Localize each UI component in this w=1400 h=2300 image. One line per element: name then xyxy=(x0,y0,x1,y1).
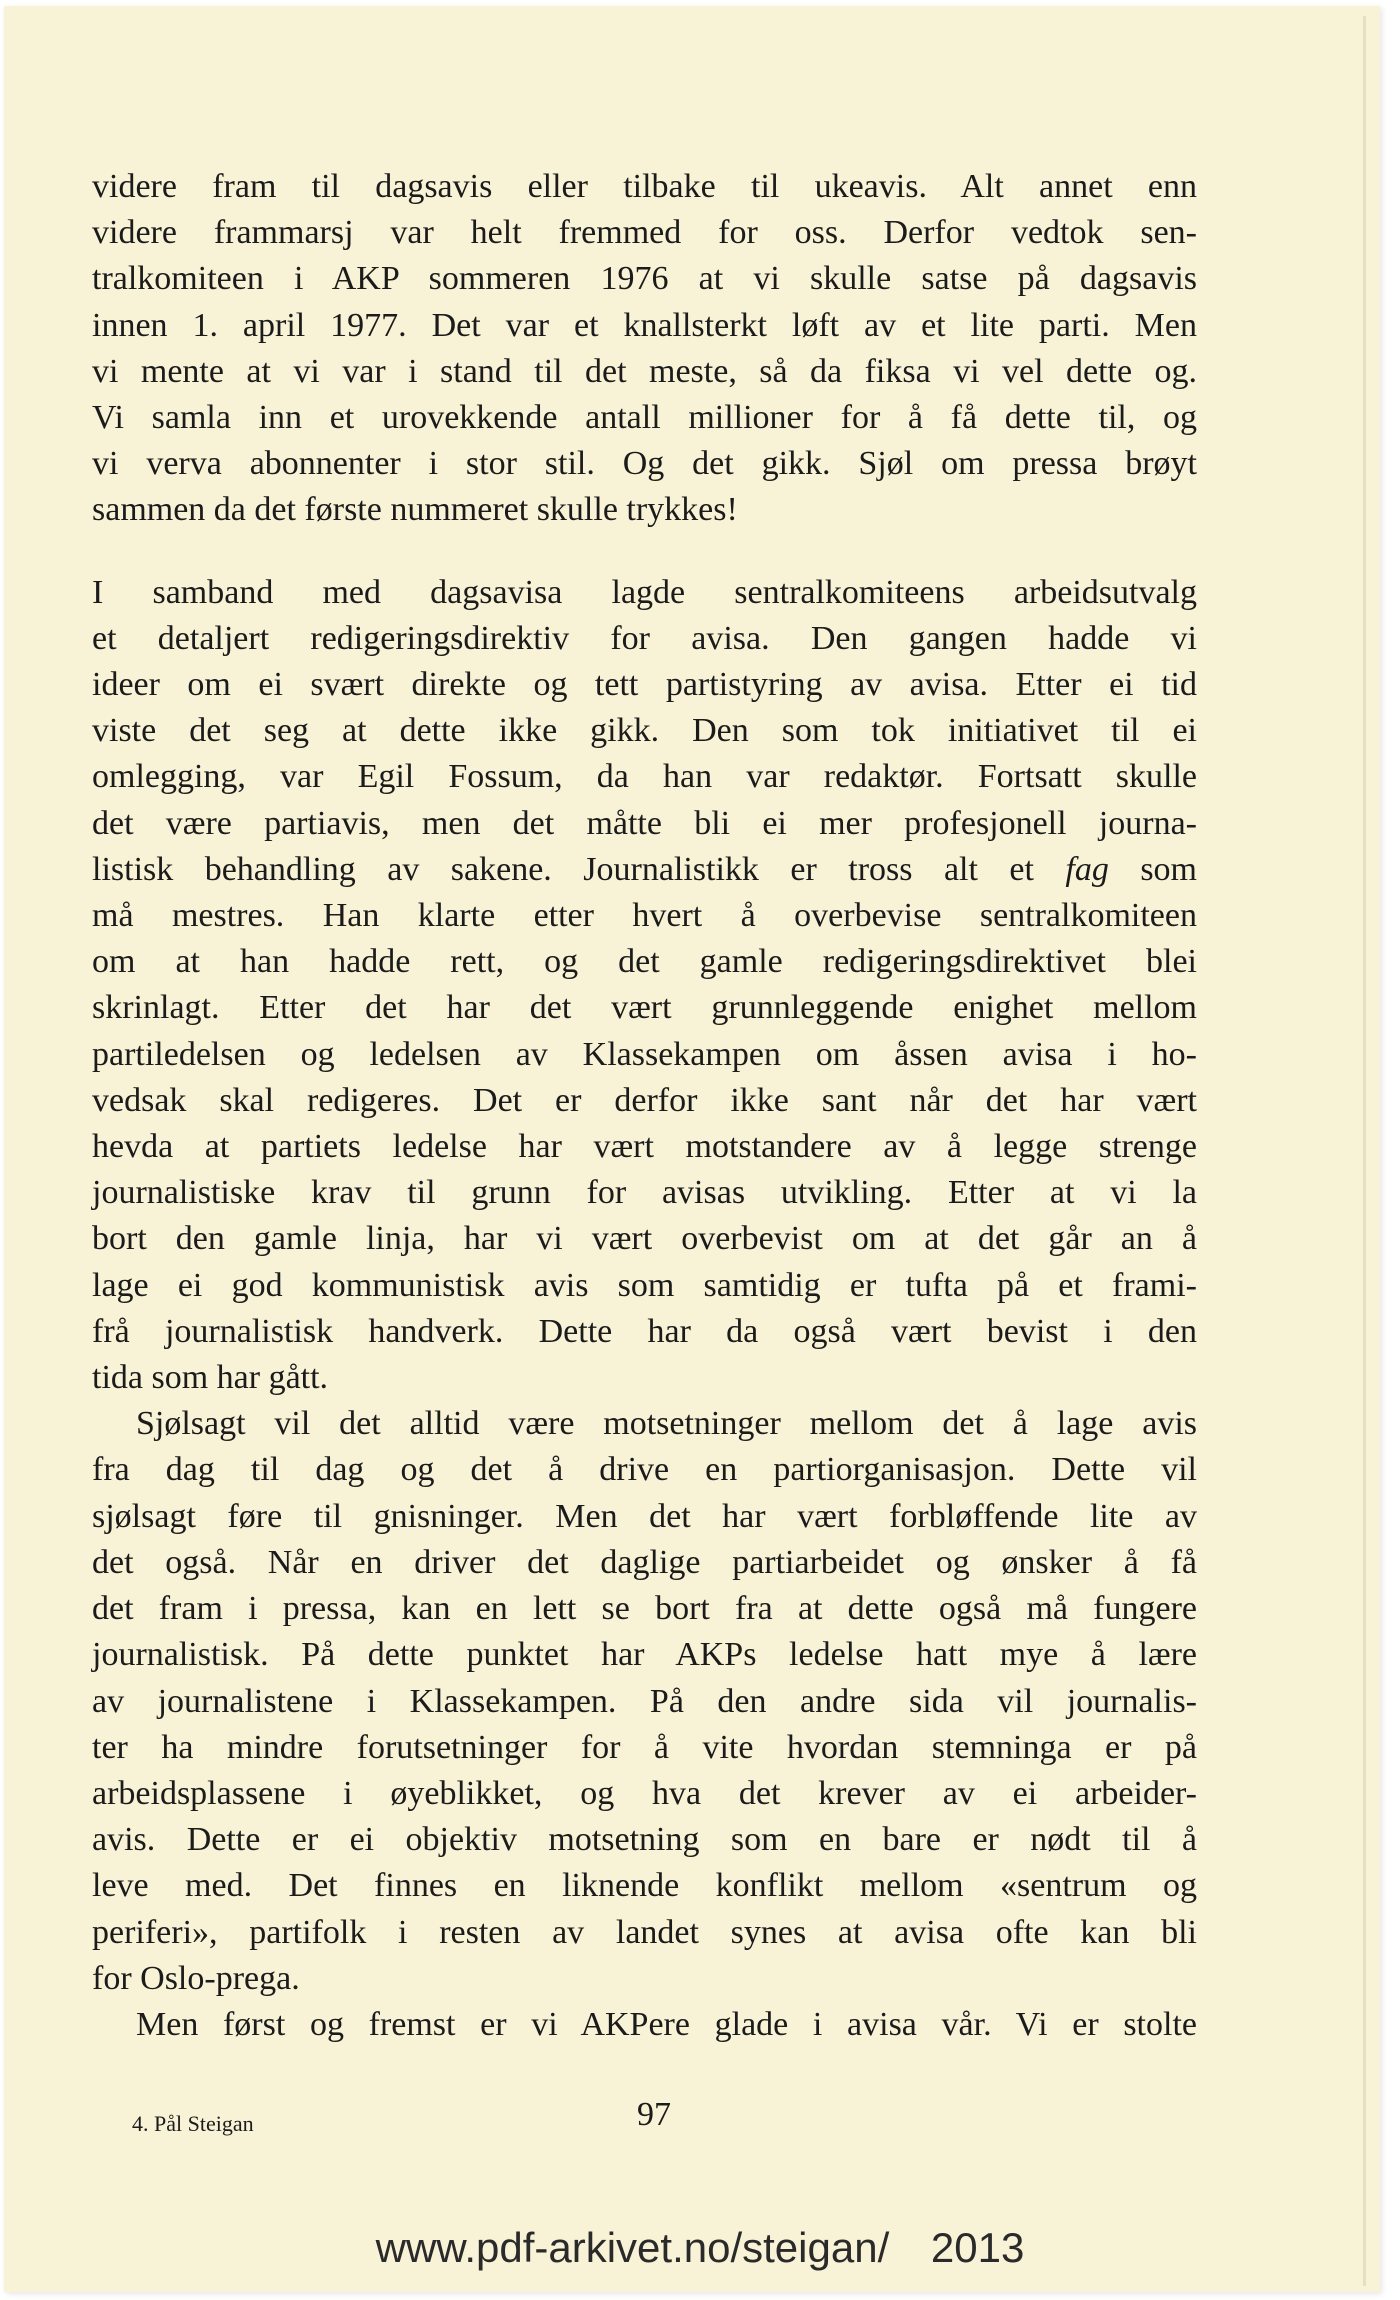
text-line: sammen da det første nummeret skulle trykkes! xyxy=(92,491,738,529)
watermark-year: 2013 xyxy=(930,2224,1025,2271)
paragraph-gap xyxy=(92,534,1197,570)
emphasis-word: fag xyxy=(1065,850,1109,888)
text-line: vi verva abonnenter i stor stil. Og det gikk. Sjøl om pressa brøyt xyxy=(92,445,1197,483)
text-line: bort den gamle linja, har vi vært overbevist om at det går an å xyxy=(92,1220,1197,1258)
text-line: ideer om ei svært direkte og tett partistyring av avisa. Etter ei tid xyxy=(92,666,1197,704)
watermark-url[interactable]: www.pdf-arkivet.no/steigan/ xyxy=(375,2224,890,2271)
text-line: journalistisk. På dette punktet har AKPs ledelse hatt mye å lære xyxy=(92,1636,1197,1674)
text-line: skrinlagt. Etter det har det vært grunnleggende enighet mellom xyxy=(92,989,1197,1027)
text-line: sjølsagt føre til gnisninger. Men det har vært forbløffende lite av xyxy=(92,1497,1197,1535)
text-line: leve med. Det finnes en liknende konflikt mellom «sentrum og xyxy=(92,1867,1197,1905)
watermark[interactable] xyxy=(0,2224,1400,2272)
text-line: Vi samla inn et urovekkende antall millioner for å få dette til, og xyxy=(92,399,1197,437)
text-line: vedsak skal redigeres. Det er derfor ikke sant når det har vært xyxy=(92,1081,1197,1119)
text-line: lage ei god kommunistisk avis som samtidig er tufta på et frami- xyxy=(92,1266,1197,1304)
page-number: 97 xyxy=(637,2096,671,2133)
page-edge-shadow xyxy=(1363,16,1366,2286)
text-line: vi mente at vi var i stand til det meste, så da fiksa vi vel dette og. xyxy=(92,352,1197,390)
text-line: det være partiavis, men det måtte bli ei mer profesjonell journa- xyxy=(92,804,1197,842)
text-line: partiledelsen og ledelsen av Klassekampen om åssen avisa i ho- xyxy=(92,1035,1197,1073)
text-line: videre frammarsj var helt fremmed for oss. Derfor vedtok sen- xyxy=(92,214,1197,252)
text-line: listisk behandling av sakene. Journalistikk er tross alt et fag som xyxy=(92,850,1197,888)
text-line: arbeidsplassene i øyeblikket, og hva det krever av ei arbeider- xyxy=(92,1774,1197,1812)
text-line: avis. Dette er ei objektiv motsetning som en bare er nødt til å xyxy=(92,1821,1197,1859)
text-line: Men først og fremst er vi AKPere glade i avisa vår. Vi er stolte xyxy=(136,2005,1197,2043)
text-line: hevda at partiets ledelse har vært motstandere av å legge strenge xyxy=(92,1128,1197,1166)
text-line: frå journalistisk handverk. Dette har da også vært bevist i den xyxy=(92,1312,1197,1350)
body-text xyxy=(92,164,1197,2048)
text-line: journalistiske krav til grunn for avisas utvikling. Etter at vi la xyxy=(92,1174,1197,1212)
text-line: av journalistene i Klassekampen. På den andre sida vil journalis- xyxy=(92,1682,1197,1720)
text-line: tralkomiteen i AKP sommeren 1976 at vi skulle satse på dagsavis xyxy=(92,260,1197,298)
text-line: viste det seg at dette ikke gikk. Den som tok initiativet til ei xyxy=(92,712,1197,750)
book-page xyxy=(4,6,1380,2292)
text-line: fra dag til dag og det å drive en partiorganisasjon. Dette vil xyxy=(92,1451,1197,1489)
text-line: det fram i pressa, kan en lett se bort fra at dette også må fungere xyxy=(92,1590,1197,1628)
text-line: periferi», partifolk i resten av landet synes at avisa ofte kan bli xyxy=(92,1913,1197,1951)
text-line: det også. Når en driver det daglige partiarbeidet og ønsker å få xyxy=(92,1543,1197,1581)
text-line: må mestres. Han klarte etter hvert å overbevise sentralkomiteen xyxy=(92,897,1197,935)
text-line: Sjølsagt vil det alltid være motsetninger mellom det å lage avis xyxy=(136,1405,1197,1443)
text-line: omlegging, var Egil Fossum, da han var redaktør. Fortsatt skulle xyxy=(92,758,1197,796)
text-line: for Oslo-prega. xyxy=(92,1959,300,1997)
text-line: et detaljert redigeringsdirektiv for avisa. Den gangen hadde vi xyxy=(92,619,1197,657)
text-line: innen 1. april 1977. Det var et knallsterkt løft av et lite parti. Men xyxy=(92,306,1197,344)
text-line: videre fram til dagsavis eller tilbake til ukeavis. Alt annet enn xyxy=(92,168,1197,205)
signature-mark: 4. Pål Steigan xyxy=(132,2111,254,2136)
text-line: I samband med dagsavisa lagde sentralkomiteens arbeidsutvalg xyxy=(92,573,1197,611)
text-line: om at han hadde rett, og det gamle redigeringsdirektivet blei xyxy=(92,943,1197,981)
text-line: ter ha mindre forutsetninger for å vite hvordan stemninga er på xyxy=(92,1728,1197,1766)
text-line: tida som har gått. xyxy=(92,1359,329,1397)
